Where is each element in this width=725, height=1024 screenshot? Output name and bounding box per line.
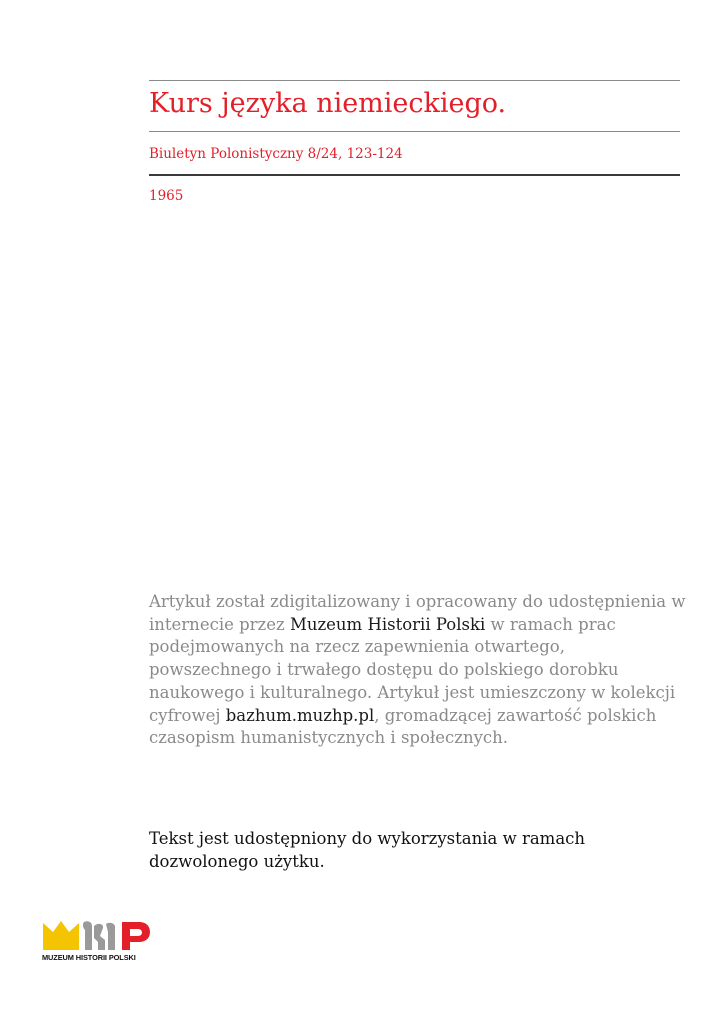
article-title: Kurs języka niemieckiego. — [149, 88, 507, 119]
collection-link[interactable]: bazhum.muzhp.pl — [225, 705, 375, 725]
top-rule — [149, 80, 680, 81]
logo-p-shape — [122, 922, 150, 950]
logo-label: MUZEUM HISTORII POLSKI — [42, 953, 136, 962]
logo-m-shape — [43, 921, 79, 950]
title-rule — [149, 131, 680, 132]
logo-h-shape — [83, 921, 115, 950]
museum-name: Muzeum Historii Polski — [289, 614, 486, 634]
citation-rule — [149, 174, 680, 176]
museum-logo — [42, 918, 154, 964]
license-notice: Tekst jest udostępniony do wykorzystania w ramach dozwolonego użytku. — [149, 829, 586, 871]
publication-year: 1965 — [149, 188, 184, 204]
notice-text-1: Artykuł został zdigitalizowany i opracowany do udostępnienia w internecie przez — [149, 592, 686, 634]
muzeum-historii-polski-logo-icon — [42, 918, 154, 952]
digitization-notice — [149, 591, 689, 750]
notice-text-2: w ramach prac podejmowanych na rzecz zapewnienia otwartego, powszechnego i trwałego dostępu do polskiego dorobku naukowego i kulturalnego. Artykuł jest umieszczony w kolekcji cyfrowej — [149, 614, 676, 725]
notice-text-3: , gromadzącej zawartość polskich czasopism humanistycznych i społecznych. — [149, 705, 657, 748]
citation: Biuletyn Polonistyczny 8/24, 123-124 — [149, 146, 403, 162]
